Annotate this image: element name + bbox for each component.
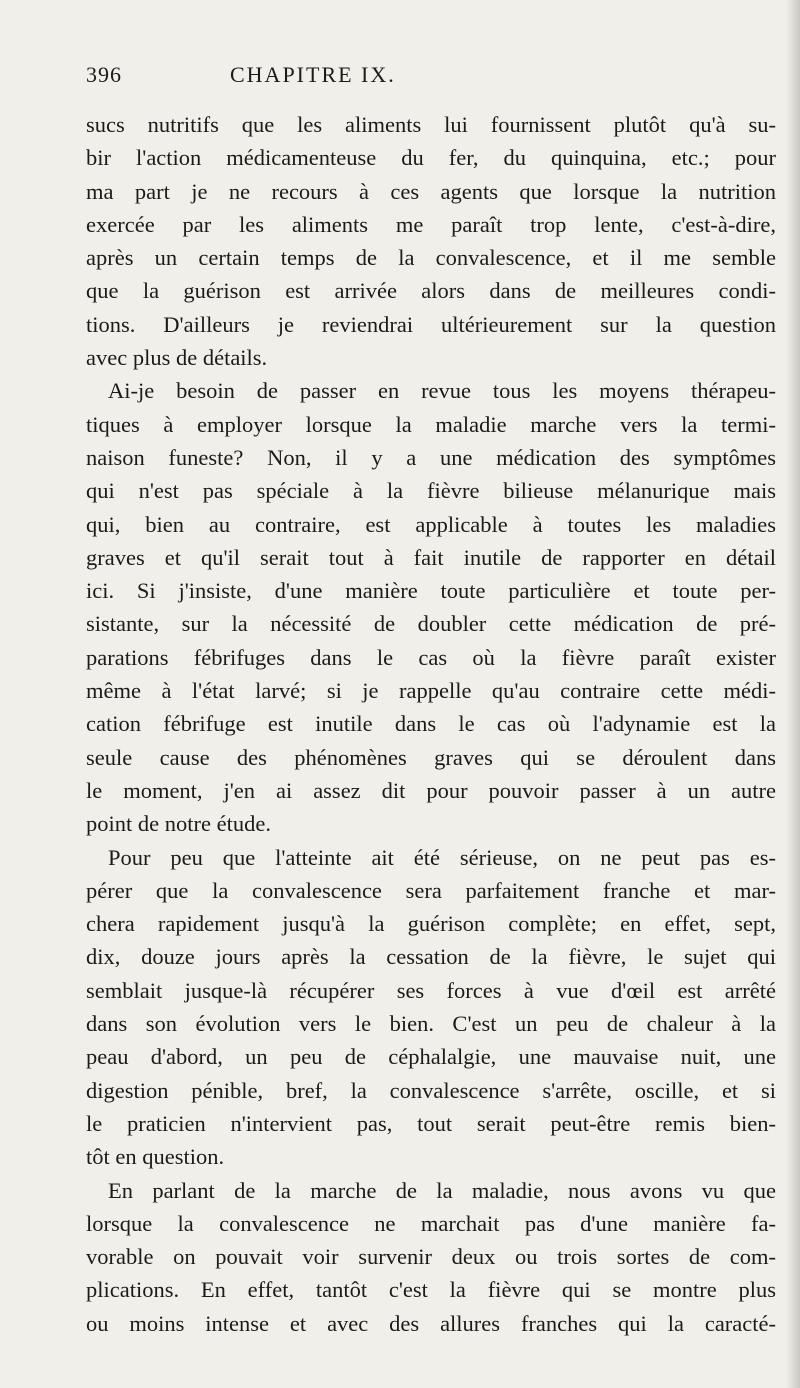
text-line: après un certain temps de la convalescence, et il me semble: [86, 245, 776, 271]
text-line: parations fébrifuges dans le cas où la fièvre paraît exister: [86, 644, 776, 670]
text-line: En parlant de la marche de la maladie, nous avons vu que: [108, 1177, 776, 1203]
text-line: exercée par les aliments me paraît trop lente, c'est-à-dire,: [86, 211, 776, 237]
text-line: ici. Si j'insiste, d'une manière toute particulière et toute per-: [86, 578, 776, 604]
body-text: [86, 108, 776, 1340]
text-line: point de notre étude.: [86, 811, 271, 837]
text-line: sistante, sur la nécessité de doubler cette médication de pré-: [86, 611, 776, 637]
text-line: qui n'est pas spéciale à la fièvre bilieuse mélanurique mais: [86, 478, 776, 504]
text-line: tiques à employer lorsque la maladie marche vers la termi-: [86, 411, 776, 437]
running-head: CHAPITRE IX.: [230, 62, 396, 87]
text-line: bir l'action médicamenteuse du fer, du quinquina, etc.; pour: [86, 145, 776, 171]
text-line: dix, douze jours après la cessation de la fièvre, le sujet qui: [86, 944, 776, 970]
text-line: avec plus de détails.: [86, 345, 268, 371]
text-line: que la guérison est arrivée alors dans de meilleures condi-: [86, 278, 776, 304]
text-line: tions. D'ailleurs je reviendrai ultérieurement sur la question: [86, 311, 776, 337]
text-line: cation fébrifuge est inutile dans le cas où l'adynamie est la: [86, 711, 776, 737]
text-line: Pour peu que l'atteinte ait été sérieuse, on ne peut pas es-: [108, 844, 776, 870]
text-line: le praticien n'intervient pas, tout serait peut-être remis bien-: [86, 1110, 776, 1136]
text-line: semblait jusque-là récupérer ses forces à vue d'œil est arrêté: [86, 977, 776, 1003]
text-line: naison funeste? Non, il y a une médication des symptômes: [86, 444, 776, 470]
text-line: ma part je ne recours à ces agents que lorsque la nutrition: [86, 178, 776, 204]
page-edge-shadow: [786, 0, 800, 1388]
text-line: chera rapidement jusqu'à la guérison complète; en effet, sept,: [86, 911, 776, 937]
text-line: seule cause des phénomènes graves qui se déroulent dans: [86, 744, 776, 770]
text-line: sucs nutritifs que les aliments lui fournissent plutôt qu'à su-: [86, 112, 776, 137]
text-line: digestion pénible, bref, la convalescence s'arrête, oscille, et si: [86, 1077, 776, 1103]
text-line: plications. En effet, tantôt c'est la fièvre qui se montre plus: [86, 1277, 776, 1303]
text-line: lorsque la convalescence ne marchait pas d'une manière fa-: [86, 1210, 776, 1236]
page-header: [86, 62, 526, 94]
text-line: graves et qu'il serait tout à fait inutile de rapporter en détail: [86, 544, 776, 570]
text-line: le moment, j'en ai assez dit pour pouvoir passer à un autre: [86, 777, 776, 803]
text-line: Ai-je besoin de passer en revue tous les moyens thérapeu-: [108, 378, 776, 404]
text-line: tôt en question.: [86, 1144, 225, 1170]
text-line: dans son évolution vers le bien. C'est un peu de chaleur à la: [86, 1011, 776, 1037]
text-line: peau d'abord, un peu de céphalalgie, une mauvaise nuit, une: [86, 1044, 776, 1070]
text-line: même à l'état larvé; si je rappelle qu'au contraire cette médi-: [86, 678, 776, 704]
text-line: qui, bien au contraire, est applicable à toutes les maladies: [86, 511, 776, 537]
text-line: pérer que la convalescence sera parfaitement franche et mar-: [86, 877, 776, 903]
text-line: ou moins intense et avec des allures franches qui la caracté-: [86, 1310, 776, 1336]
page-number: 396: [86, 62, 122, 87]
text-line: vorable on pouvait voir survenir deux ou trois sortes de com-: [86, 1244, 776, 1270]
